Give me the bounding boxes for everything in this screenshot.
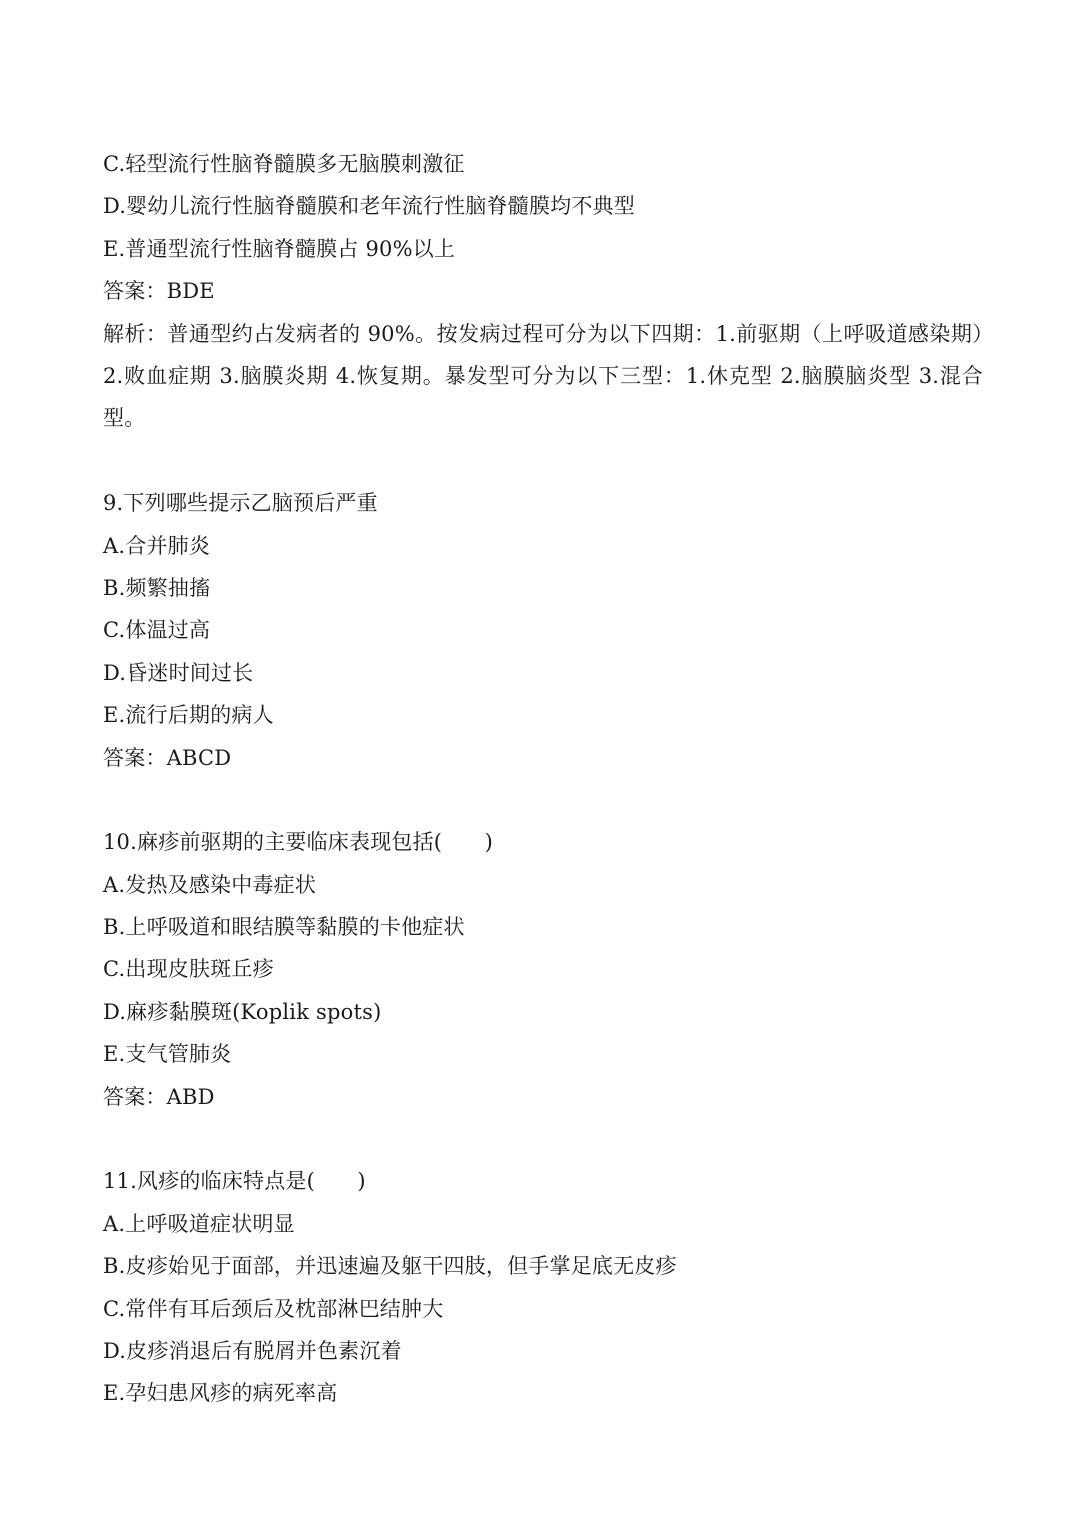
question-11 (103, 1160, 1003, 1414)
option-b: B.上呼吸道和眼结膜等黏膜的卡他症状 (103, 915, 465, 940)
question-10 (103, 821, 1003, 1118)
option-a: A.合并肺炎 (103, 533, 211, 558)
option-e: E.普通型流行性脑脊髓膜占 90%以上 (103, 236, 456, 261)
answer-line: 答案：ABCD (103, 745, 232, 770)
option-d: D.婴幼儿流行性脑脊髓膜和老年流行性脑脊髓膜均不典型 (103, 194, 635, 219)
option-d: D.麻疹黏膜斑(Koplik spots) (103, 999, 382, 1024)
option-c: C.常伴有耳后颈后及枕部淋巴结肿大 (103, 1296, 444, 1321)
question-8-continuation (103, 143, 1003, 440)
question-9 (103, 482, 1003, 779)
option-e: E.支气管肺炎 (103, 1042, 232, 1067)
option-a: A.上呼吸道症状明显 (103, 1211, 295, 1236)
option-e: E.流行后期的病人 (103, 703, 274, 728)
spacer (103, 1118, 1003, 1160)
analysis-paragraph: 解析：普通型约占发病者的 90%。按发病过程可分为以下四期：1.前驱期（上呼吸道感染期）2.败血症期 3.脑膜炎期 4.恢复期。暴发型可分为以下三型：1.休克型 2.脑膜脑炎型 3.混合型。 (103, 321, 983, 431)
document-page (103, 143, 1003, 1415)
spacer (103, 779, 1003, 821)
question-stem: 10.麻疹前驱期的主要临床表现包括( ) (103, 830, 493, 855)
option-c: C.轻型流行性脑脊髓膜多无脑膜刺激征 (103, 152, 465, 176)
option-e: E.孕妇患风疹的病死率高 (103, 1381, 338, 1406)
spacer (103, 440, 1003, 482)
option-d: D.皮疹消退后有脱屑并色素沉着 (103, 1338, 402, 1363)
option-b: B.皮疹始见于面部，并迅速遍及躯干四肢，但手掌足底无皮疹 (103, 1254, 677, 1279)
answer-line: 答案：BDE (103, 279, 215, 304)
option-a: A.发热及感染中毒症状 (103, 872, 317, 897)
question-stem: 11.风疹的临床特点是( ) (103, 1169, 366, 1194)
option-c: C.体温过高 (103, 618, 211, 643)
answer-line: 答案：ABD (103, 1084, 215, 1109)
option-d: D.昏迷时间过长 (103, 660, 254, 685)
option-c: C.出现皮肤斑丘疹 (103, 957, 274, 982)
question-stem: 9.下列哪些提示乙脑预后严重 (103, 491, 378, 516)
option-b: B.频繁抽搐 (103, 575, 211, 600)
